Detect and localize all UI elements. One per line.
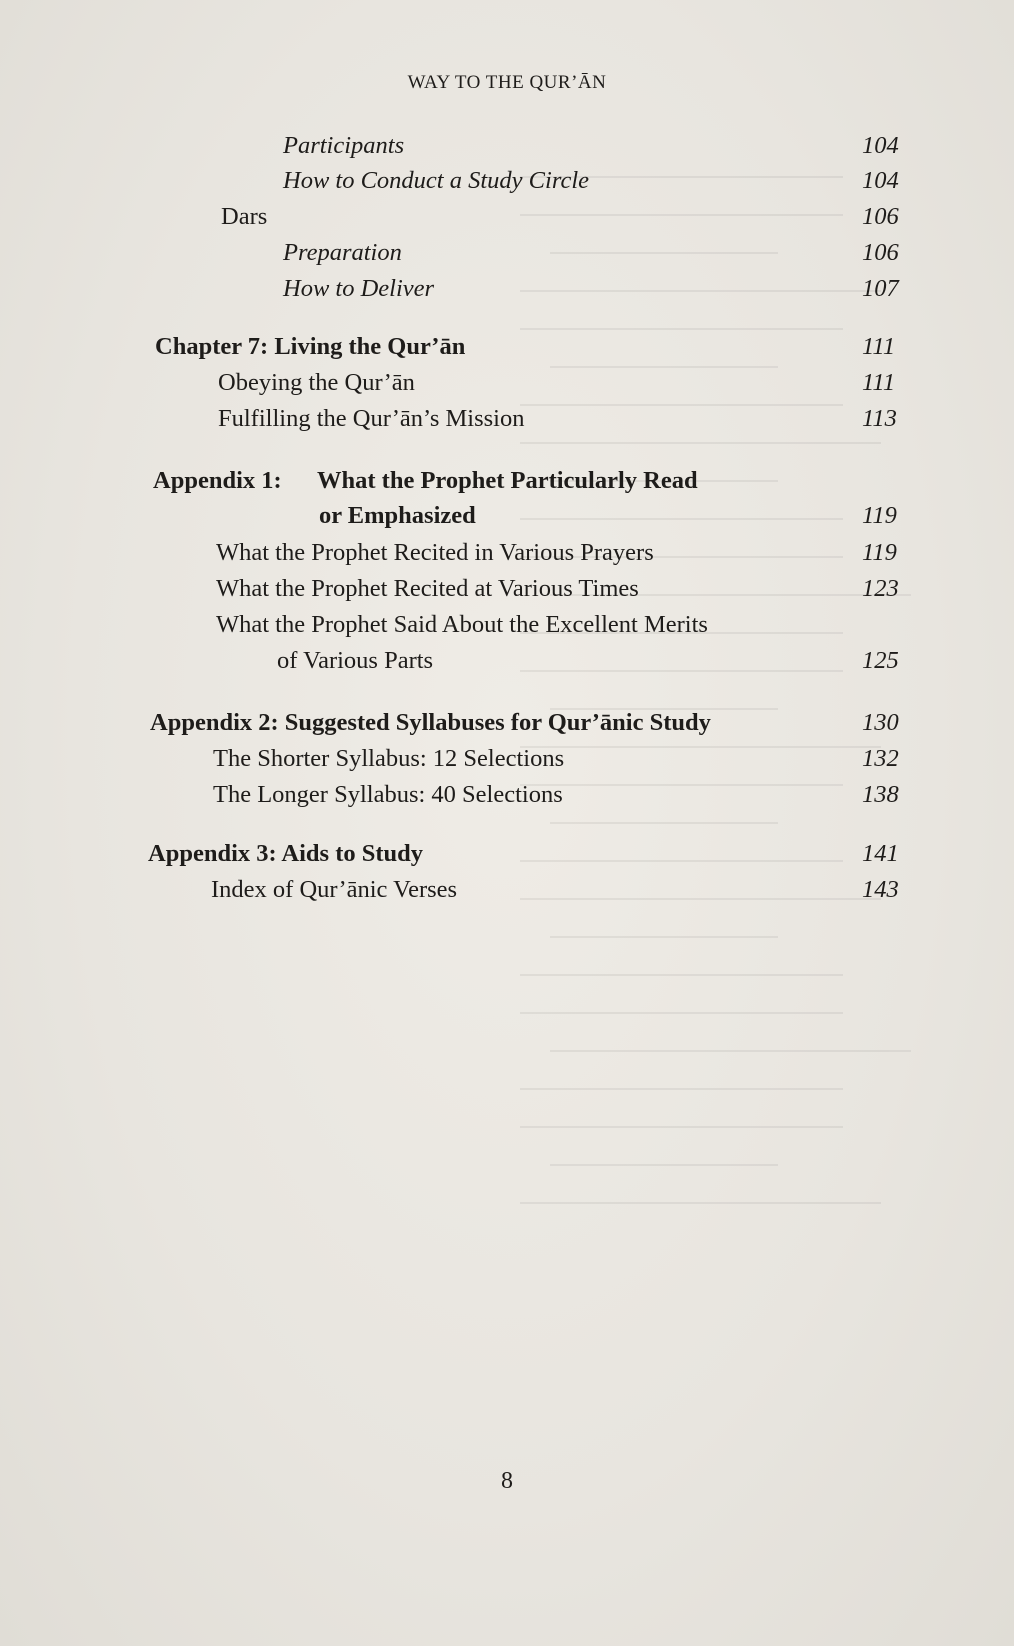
toc-entry-obeying: [0, 369, 1014, 405]
toc-page-number: 132: [862, 745, 899, 772]
toc-entry-title: How to Conduct a Study Circle: [283, 167, 589, 194]
toc-entry-title: Preparation: [283, 239, 402, 266]
toc-page-number: 123: [862, 575, 899, 602]
toc-entry-longer-syllabus: [0, 781, 1014, 817]
toc-entry-title: Participants: [283, 132, 405, 159]
toc-entry-preparation: [0, 239, 1014, 275]
toc-entry-title: Fulfilling the Qur’ān’s Mission: [218, 405, 525, 432]
toc-page-number: 130: [862, 709, 899, 736]
toc-page-number: 143: [862, 876, 899, 903]
toc-appendix-1-cont: [0, 502, 1014, 538]
toc-page-number: 107: [862, 275, 899, 302]
toc-entry-title: Index of Qur’ānic Verses: [211, 876, 458, 903]
toc-page-number: 106: [862, 203, 899, 230]
toc-entry-title: The Shorter Syllabus: 12 Selections: [213, 745, 565, 772]
toc-page-number: 104: [862, 167, 899, 194]
toc-entry-fulfilling: [0, 405, 1014, 441]
toc-entry-title: How to Deliver: [283, 275, 435, 302]
toc-entry-title: Dars: [221, 203, 268, 230]
toc-page-number: 104: [862, 132, 899, 159]
toc-entry-title: What the Prophet Recited in Various Prayers: [216, 539, 654, 566]
toc-appendix-title: Appendix 2: Suggested Syllabuses for Qur’ānic Study: [150, 709, 711, 736]
toc-appendix-2: [0, 709, 1014, 745]
toc-entry-shorter-syllabus: [0, 745, 1014, 781]
toc-chapter-title: Chapter 7: Living the Qur’ān: [155, 333, 466, 360]
toc-page-number: 106: [862, 239, 899, 266]
toc-entry-dars: [0, 203, 1014, 239]
toc-entry-title: What the Prophet Recited at Various Times: [216, 575, 639, 602]
toc-appendix-label: Appendix 1:: [153, 467, 282, 494]
toc-page-number: 119: [862, 502, 897, 529]
toc-entry-how-to-deliver: [0, 275, 1014, 311]
toc-entry-title: What the Prophet Said About the Excellent Merits: [216, 611, 708, 638]
toc-page-number: 111: [862, 333, 896, 360]
toc-entry-participants: [0, 132, 1014, 168]
toc-chapter-7: [0, 333, 1014, 369]
toc-entry-excellent-merits: [0, 611, 1014, 647]
toc-page-number: 119: [862, 539, 897, 566]
toc-entry-recited-times: [0, 575, 1014, 611]
toc-appendix-title: What the Prophet Particularly Read: [317, 467, 698, 494]
toc-page-number: 113: [862, 405, 897, 432]
toc-entry-excellent-merits-cont: [0, 647, 1014, 683]
toc-page-number: 111: [862, 369, 896, 396]
running-head: WAY TO THE QUR’ĀN: [407, 72, 607, 93]
toc-appendix-1: [0, 467, 1014, 503]
toc-page-number: 125: [862, 647, 899, 674]
toc-entry-title-cont: of Various Parts: [277, 647, 434, 674]
toc-entry-title: The Longer Syllabus: 40 Selections: [213, 781, 563, 808]
toc-page-number: 141: [862, 840, 899, 867]
toc-entry-index-verses: [0, 876, 1014, 912]
toc-entry-how-to-conduct: [0, 167, 1014, 203]
toc-appendix-title-cont: or Emphasized: [319, 502, 476, 529]
page-number: 8: [501, 1468, 513, 1494]
toc-appendix-3: [0, 840, 1014, 876]
toc-entry-recited-prayers: [0, 539, 1014, 575]
toc-page-number: 138: [862, 781, 899, 808]
toc-appendix-title: Appendix 3: Aids to Study: [148, 840, 424, 867]
toc-entry-title: Obeying the Qur’ān: [218, 369, 415, 396]
